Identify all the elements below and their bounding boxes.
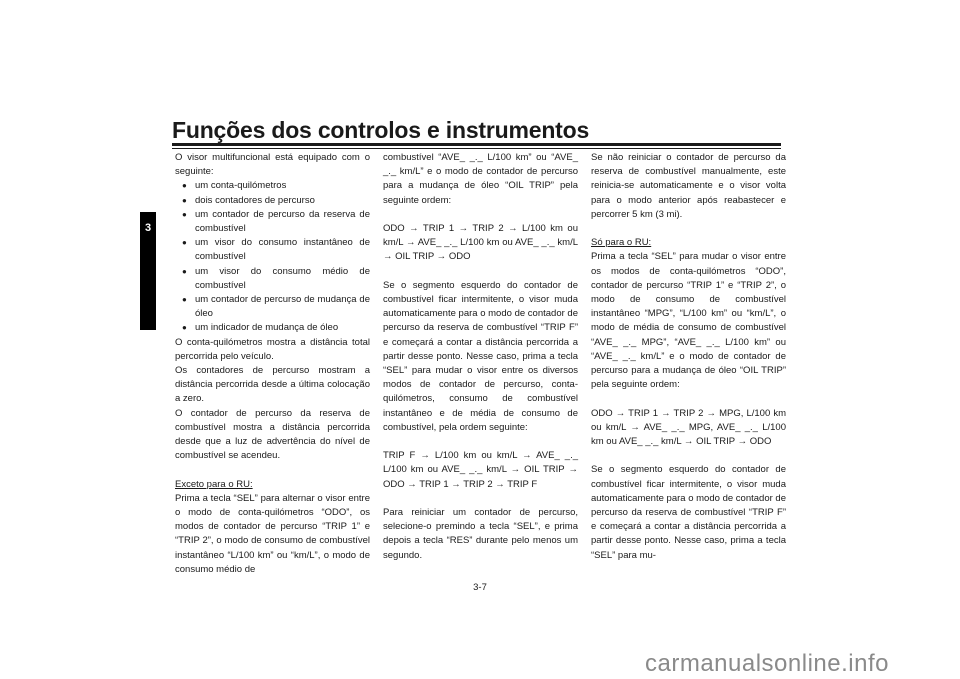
header-rule-thin (172, 148, 781, 149)
section-heading: Exceto para o RU: (175, 478, 253, 490)
section-heading: Só para o RU: (591, 237, 652, 249)
list-item: ● um visor do consumo instantâneo de combustível (195, 236, 370, 264)
paragraph: Para reiniciar um contador de percurso, selecione-o premindo a tecla “SEL”, e prima depois a tecla “RES” durante pelo menos um segundo. (383, 507, 578, 561)
column-3 (591, 151, 786, 563)
paragraph: O conta-quilómetros mostra a distância total percorrida pelo veículo. (175, 336, 370, 362)
paragraph: combustível “AVE_ _._ L/100 km” ou “AVE_ _._ km/L” e o modo de contador de percurso para a mudança de óleo “OIL TRIP” pela seguinte ordem: (383, 152, 578, 206)
page-number: 3-7 (473, 582, 487, 593)
paragraph: Prima a tecla “SEL” para alternar o visor entre o modo de conta-quilómetros “ODO”, os modos de contador de percurso “TRIP 1” e “TRIP 2”, o modo de consumo de combustível instantâneo “L/100 km” ou “km/L”, o modo de consumo médio de (175, 492, 370, 575)
page-title: Funções dos controlos e instrumentos (172, 117, 590, 143)
mode-sequence: ODO → TRIP 1 → TRIP 2 → L/100 km ou km/L → AVE_ _._ L/100 km ou AVE_ _._ km/L → OIL TRIP → ODO (383, 223, 578, 263)
paragraph: Se o segmento esquerdo do contador de combustível ficar intermitente, o visor muda automaticamente para o modo de contador de percurso da reserva de combustível “TRIP F” e começará a contar a distância percorrida a partir desse ponto. Nesse caso, prima a tecla “SEL” para mudar o visor entre os diversos modos de contador de percurso, conta-quilómetros, consumo de combustível instantâneo e de média de consumo de combustível, pela ordem seguinte: (383, 279, 578, 433)
list-item: ● um contador de percurso de mudança de óleo (195, 293, 370, 321)
paragraph: Se não reiniciar o contador de percurso da reserva de combustível manualmente, este reinicia-se automaticamente e o visor volta para o modo anterior após reabastecer e percorrer 5 km (3 mi). (591, 152, 786, 220)
list-item: ● um contador de percurso da reserva de combustível (195, 208, 370, 236)
list-item: ● um visor do consumo médio de combustível (195, 265, 370, 293)
chapter-number: 3 (144, 222, 152, 234)
feature-list (175, 179, 370, 335)
list-item: ● dois contadores de percurso (195, 194, 370, 208)
list-item: ● um conta-quilómetros (195, 179, 370, 193)
paragraph: Os contadores de percurso mostram a distância percorrida desde a última colocação a zero. (175, 365, 370, 405)
list-item: ● um indicador de mudança de óleo (195, 321, 370, 335)
watermark: carmanualsonline.info (645, 650, 889, 677)
column-2 (383, 151, 578, 563)
mode-sequence: TRIP F → L/100 km ou km/L → AVE_ _._ L/100 km ou AVE_ _._ km/L → OIL TRIP → ODO → TRIP 1 → TRIP 2 → TRIP F (383, 450, 578, 490)
paragraph: Se o segmento esquerdo do contador de combustível ficar intermitente, o visor muda automaticamente para o modo de contador de percurso da reserva de combustível “TRIP F” e começará a contar a distância percorrida a partir desse ponto. Nesse caso, prima a tecla “SEL” para mu- (591, 464, 786, 561)
paragraph: O contador de percurso da reserva de combustível mostra a distância percorrida desde que a luz de advertência do nível de combustível se acendeu. (175, 407, 370, 462)
mode-sequence: ODO → TRIP 1 → TRIP 2 → MPG, L/100 km ou km/L → AVE_ _._ MPG, AVE_ _._ L/100 km ou AVE_ _._ km/L → OIL TRIP → ODO (591, 407, 786, 448)
header-rule-thick (172, 143, 781, 146)
intro-paragraph: O visor multifuncional está equipado com o seguinte: (175, 152, 370, 178)
column-1 (175, 151, 370, 577)
chapter-tab (140, 212, 156, 330)
paragraph: Prima a tecla “SEL” para mudar o visor entre os modos de conta-quilómetros “ODO”, contador de percurso “TRIP 1” e “TRIP 2”, o modo de consumo de combustível instantâneo “MPG”, “L/100 km” ou “km/L”, o modo de média de consumo de combustível “AVE_ _._ MPG”, “AVE_ _._ L/100 km” ou “AVE_ _._ km/L” e o modo de contador de percurso para a mudança de óleo “OIL TRIP” pela seguinte ordem: (591, 251, 786, 391)
